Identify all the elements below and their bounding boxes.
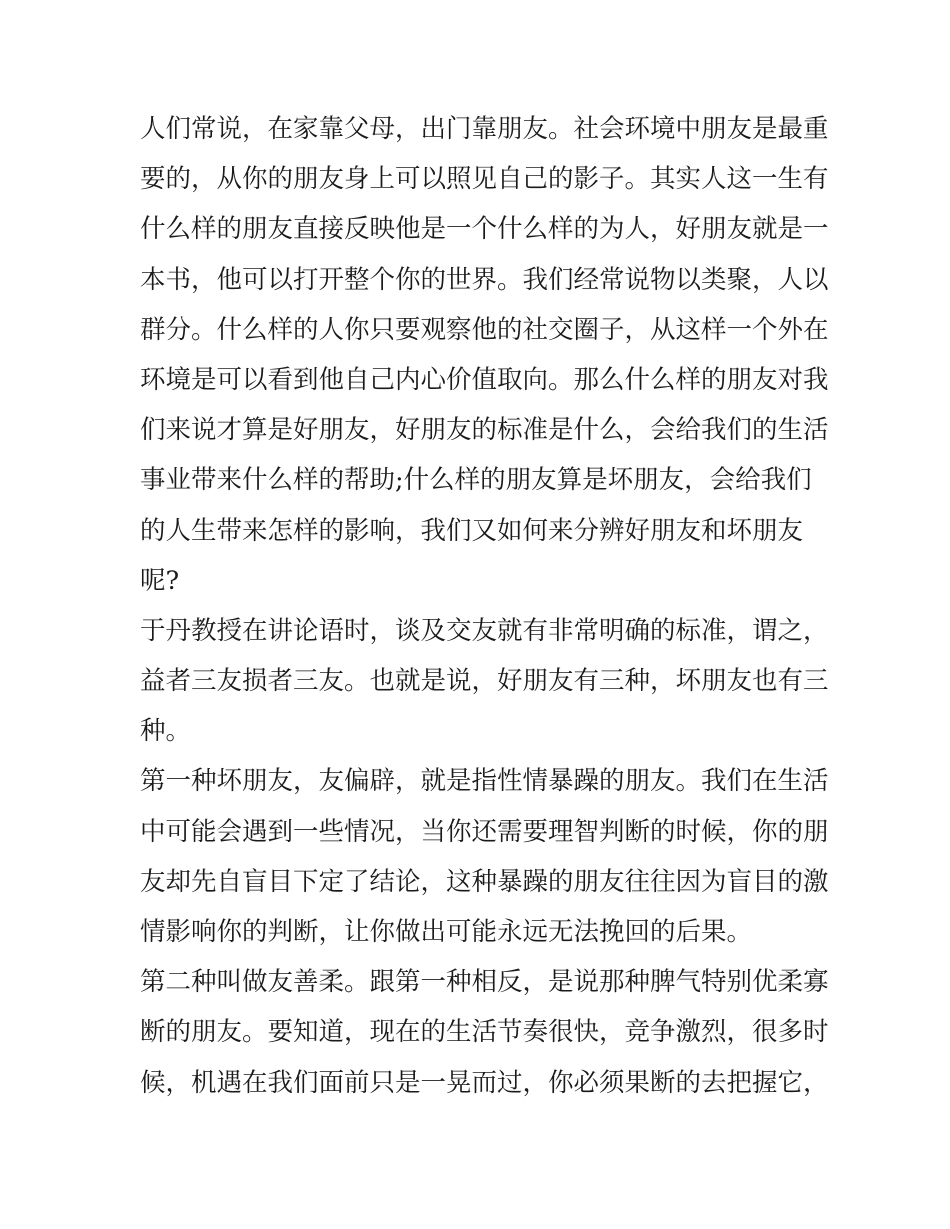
text-line: 情影响你的判断，让你做出可能永远无法挽回的后果。 [140, 917, 753, 947]
document-body [140, 104, 829, 1108]
text-line: 人们常说，在家靠父母，出门靠朋友。社会环境中朋友是最重 [140, 114, 829, 144]
text-line: 事业带来什么样的帮助;什么样的朋友算是坏朋友，会给我们 [140, 465, 812, 496]
text-line: 种。 [140, 716, 192, 747]
text-line: 本书，他可以打开整个你的世界。我们经常说物以类聚，人以 [140, 264, 829, 295]
paragraph-4 [140, 957, 829, 1108]
paragraph-1 [140, 104, 829, 606]
text-line: 的人生带来怎样的影响，我们又如何来分辨好朋友和坏朋友 [140, 515, 804, 546]
text-line: 什么样的朋友直接反映他是一个什么样的为人，好朋友就是一 [140, 214, 829, 245]
text-line: 呢? [140, 565, 180, 596]
text-line: 环境是可以看到他自己内心价值取向。那么什么样的朋友对我 [140, 364, 829, 395]
text-line: 群分。什么样的人你只要观察他的社交圈子，从这样一个外在 [140, 314, 829, 345]
text-line: 于丹教授在讲论语时，谈及交友就有非常明确的标准，谓之， [140, 615, 829, 646]
paragraph-3 [140, 756, 829, 957]
text-line: 要的，从你的朋友身上可以照见自己的影子。其实人这一生有 [140, 164, 829, 195]
text-line: 候，机遇在我们面前只是一晃而过，你必须果断的去把握它， [140, 1067, 829, 1098]
text-line: 们来说才算是好朋友，好朋友的标准是什么，会给我们的生活 [140, 415, 829, 446]
text-line: 第一种坏朋友，友偏辟，就是指性情暴躁的朋友。我们在生活 [140, 766, 829, 797]
text-line: 友却先自盲目下定了结论，这种暴躁的朋友往往因为盲目的激 [140, 866, 829, 897]
text-line: 中可能会遇到一些情况，当你还需要理智判断的时候，你的朋 [140, 816, 829, 847]
text-line: 断的朋友。要知道，现在的生活节奏很快，竞争激烈，很多时 [140, 1017, 829, 1048]
paragraph-2 [140, 606, 829, 757]
text-line: 第二种叫做友善柔。跟第一种相反，是说那种脾气特别优柔寡 [140, 967, 829, 998]
text-line: 益者三友损者三友。也就是说，好朋友有三种，坏朋友也有三 [140, 666, 829, 697]
